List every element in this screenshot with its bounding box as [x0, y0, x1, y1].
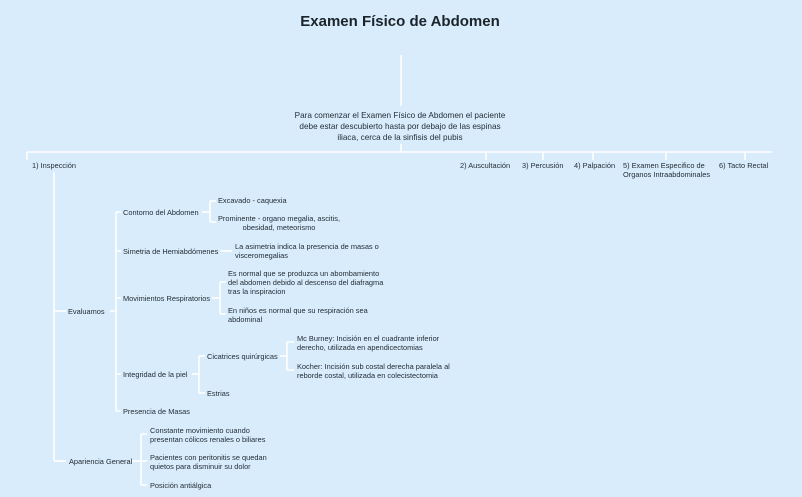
- step-tacto-rectal: 6) Tacto Rectal: [719, 161, 769, 170]
- node-movimientos-ninos: En niños es normal que su respiración sea abdominal: [228, 306, 368, 325]
- node-contorno: Contorno del Abdomen: [123, 208, 199, 217]
- node-movimientos-normal: Es normal que se produzca un abombamiento del abdomen debido al descenso del diafragma tras la inspiracion: [228, 269, 384, 297]
- node-apariencia-item: Pacientes con peritonitis se quedan quietos para disminuir su dolor: [150, 453, 267, 472]
- node-simetria-detail: La asimetria indica la presencia de masas o visceromegalias: [235, 242, 379, 261]
- node-simetria: Simetria de Hemiabdómenes: [123, 247, 219, 256]
- step-percusion: 3) Percusión: [522, 161, 564, 170]
- node-apariencia-item: Posición antiálgica: [150, 481, 212, 490]
- step-auscultacion: 2) Auscultación: [460, 161, 511, 170]
- intro-node: Para comenzar el Examen Físico de Abdomen el paciente debe estar descubierto hasta por debajo de las espinas iliaca, cerca de la sinfisis del pubis: [294, 111, 506, 142]
- node-mcburney: Mc Burney: Incisión en el cuadrante inferior derecho, utilizada en apendicectomias: [297, 334, 440, 353]
- step-examen-especifico: 5) Examen Especifico de Organos Intraabdominales: [623, 161, 711, 180]
- node-evaluamos: Evaluamos: [68, 307, 105, 316]
- node-kocher: Kocher: Incisión sub costal derecha paralela al reborde costal, utilizada en colecistectomia: [297, 362, 450, 381]
- root-title: Examen Físico de Abdomen: [300, 13, 500, 30]
- step-inspeccion: 1) Inspección: [32, 161, 76, 170]
- node-apariencia-general: Apariencia General: [69, 457, 133, 466]
- node-excavado: Excavado - caquexia: [218, 196, 287, 205]
- node-cicatrices: Cicatrices quirúrgicas: [207, 352, 278, 361]
- node-integridad-piel: Integridad de la piel: [123, 370, 188, 379]
- node-apariencia-item: Constante movimiento cuando presentan cólicos renales o biliares: [150, 426, 266, 445]
- node-prominente: Prominente - organo megalia, ascitis, obesidad, meteorismo: [218, 214, 341, 233]
- node-movimientos: Movimientos Respiratorios: [123, 294, 211, 303]
- node-estrias: Estrias: [207, 389, 230, 398]
- node-presencia-masas: Presencia de Masas: [123, 407, 190, 416]
- step-palpacion: 4) Palpación: [574, 161, 616, 170]
